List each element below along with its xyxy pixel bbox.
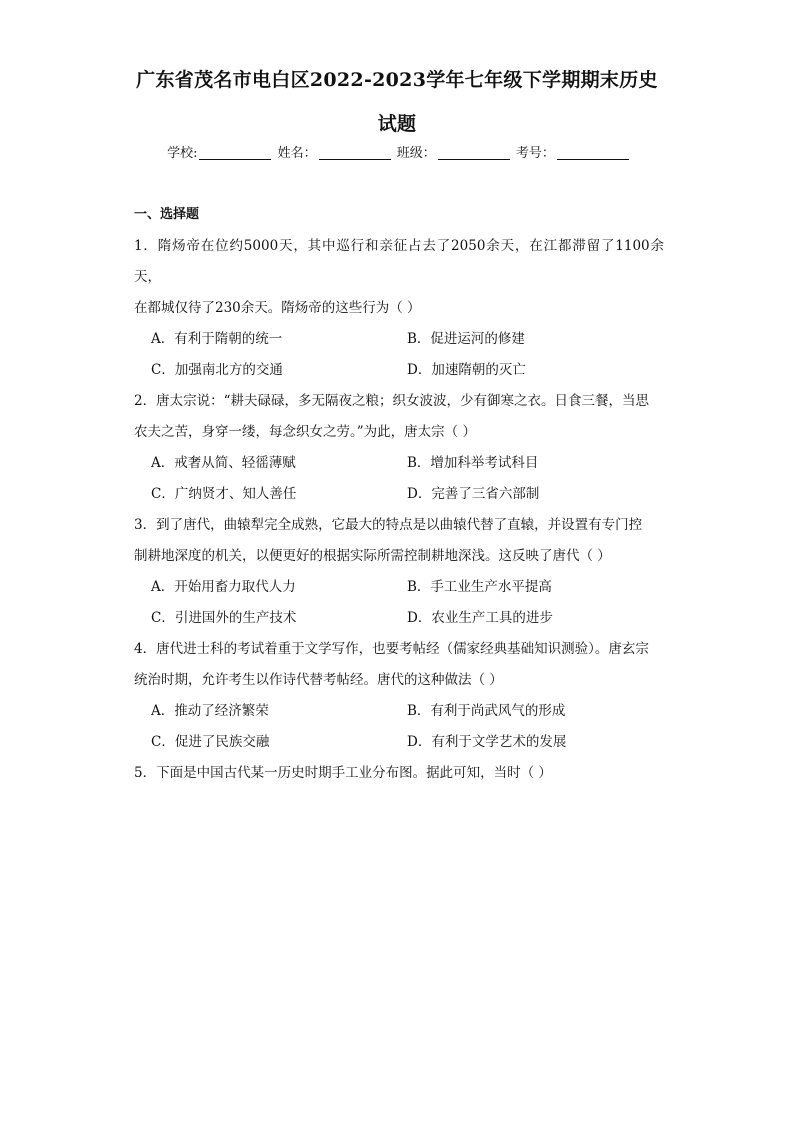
question-stem: 农夫之苦，身穿一缕，每念织女之劳。”为此，唐太宗（ ）	[134, 424, 476, 440]
option-b: B．增加科举考试科目	[407, 455, 539, 471]
option-b: B．手工业生产水平提高	[407, 579, 552, 595]
question-stem: 统治时期，允许考生以作诗代替考帖经。唐代的这种做法（ ）	[134, 672, 503, 688]
exam-title-line-2: 试题	[377, 113, 417, 135]
question-stem: 5．下面是中国古代某一历史时期手工业分布图。据此可知，当时（ ）	[134, 765, 552, 781]
option-a: A．推动了经济繁荣	[151, 703, 269, 719]
options-grid	[134, 572, 664, 634]
number-label: 考号：	[515, 146, 555, 161]
options-grid	[134, 448, 664, 510]
question-4	[134, 634, 664, 758]
class-label: 班级：	[396, 146, 436, 161]
question-stem: 4．唐代进士科的考试着重于文学写作，也要考帖经（儒家经典基础知识测验）。唐玄宗	[134, 641, 649, 657]
option-d: D．加速隋朝的灭亡	[407, 362, 526, 378]
question-1	[134, 231, 664, 386]
option-c: C．引进国外的生产技术	[151, 610, 297, 626]
school-blank	[199, 145, 271, 160]
question-stem: 2．唐太宗说：“耕夫碌碌，多无隔夜之粮；织女波波，少有御寒之衣。日食三餐，当思	[134, 393, 649, 409]
option-d: D．农业生产工具的进步	[407, 610, 553, 626]
options-grid	[134, 696, 664, 758]
option-b: B．促进运河的修建	[407, 331, 525, 347]
school-label: 学校:	[167, 146, 198, 161]
question-stem: 3．到了唐代，曲辕犁完全成熟，它最大的特点是以曲辕代替了直辕，并设置有专门控	[134, 517, 643, 533]
option-b: B．有利于尚武风气的形成	[407, 703, 566, 719]
name-blank	[319, 145, 391, 160]
question-stem: 在都城仅待了230余天。隋炀帝的这些行为（ ）	[134, 300, 421, 316]
exam-title-line-1: 广东省茂名市电白区2022-2023学年七年级下学期期末历史	[136, 69, 658, 91]
question-3	[134, 510, 664, 634]
option-a: A．有利于隋朝的统一	[151, 331, 283, 347]
question-list	[134, 231, 664, 789]
section-heading: 一、选择题	[134, 207, 200, 222]
option-d: D．有利于文学艺术的发展	[407, 734, 567, 750]
name-label: 姓名：	[277, 146, 317, 161]
question-stem: 1．隋炀帝在位约5000天，其中巡行和亲征占去了2050余天，在江都滞留了1100余天，	[134, 238, 664, 285]
option-c: C．促进了民族交融	[151, 734, 270, 750]
number-blank	[557, 145, 629, 160]
options-grid	[134, 324, 664, 386]
option-a: A．开始用畜力取代人力	[151, 579, 296, 595]
option-c: C．加强南北方的交通	[151, 362, 283, 378]
class-blank	[438, 145, 510, 160]
option-d: D．完善了三省六部制	[407, 486, 540, 502]
option-c: C．广纳贤才、知人善任	[151, 486, 297, 502]
question-5	[134, 758, 664, 789]
student-info-row	[0, 145, 794, 163]
question-2	[134, 386, 664, 510]
question-stem: 制耕地深度的机关，以便更好的根据实际所需控制耕地深浅。这反映了唐代（ ）	[134, 548, 611, 564]
option-a: A．戒奢从简、轻徭薄赋	[151, 455, 296, 471]
